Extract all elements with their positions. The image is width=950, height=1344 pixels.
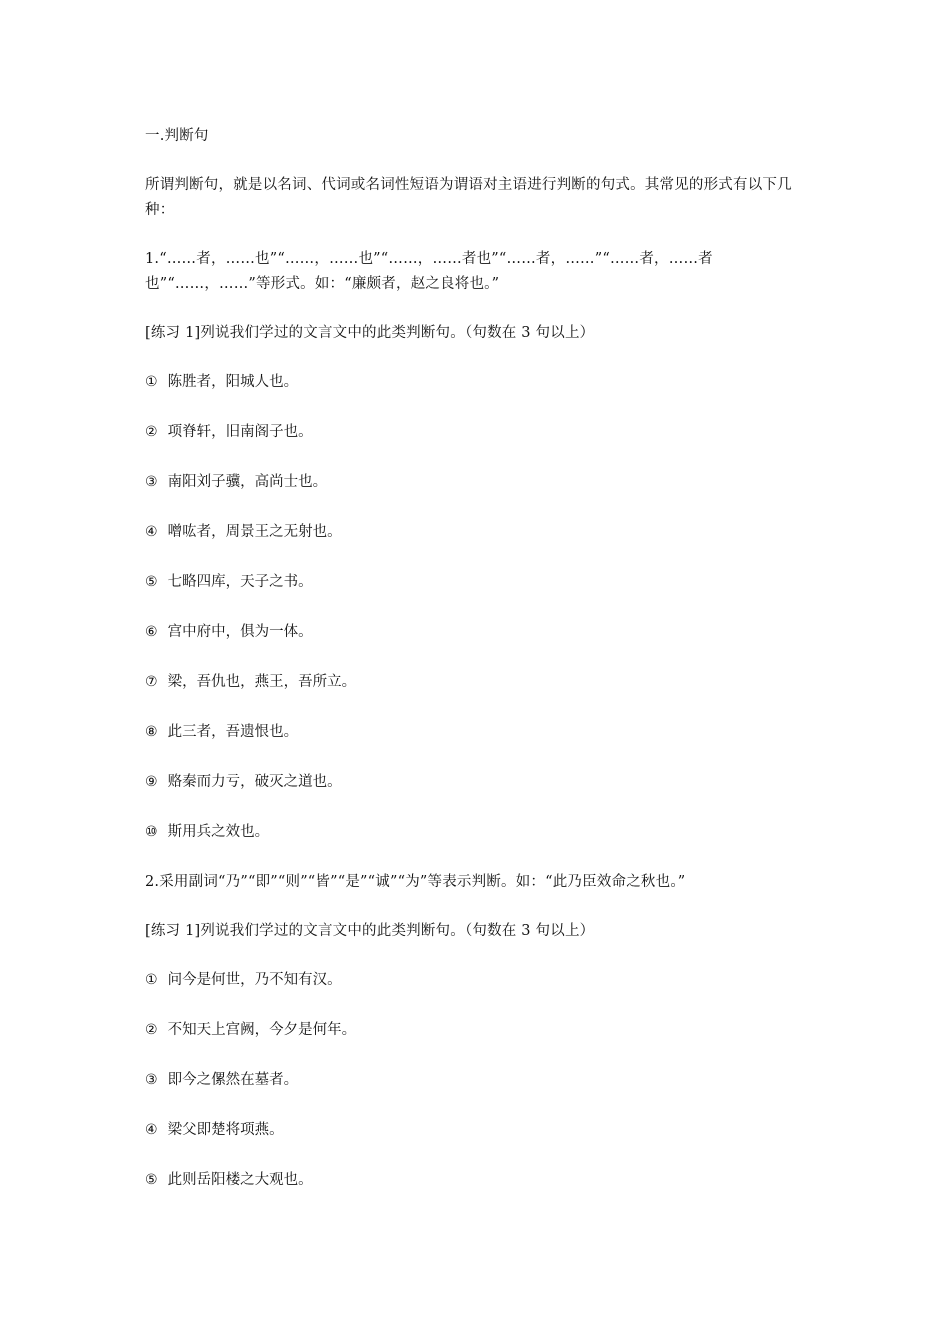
item-number: ①	[145, 374, 158, 390]
item-number: ②	[145, 1022, 158, 1038]
item-number: ④	[145, 1122, 158, 1138]
item-text: 宫中府中，俱为一体。	[167, 624, 313, 640]
list-item	[145, 420, 809, 445]
item-text: 梁父即楚将项燕。	[167, 1122, 284, 1138]
list-item	[145, 670, 809, 695]
exercise-1-prompt: [练习 1]列说我们学过的文言文中的此类判断句。（句数在 3 句以上）	[145, 325, 595, 341]
list-item	[145, 370, 809, 395]
list-item	[145, 1018, 809, 1043]
item-number: ⑥	[145, 624, 158, 640]
list-item	[145, 470, 809, 495]
list-item	[145, 820, 809, 845]
document-body	[145, 124, 809, 1218]
item-text: 问今是何世，乃不知有汉。	[167, 972, 342, 988]
item-text: 梁，吾仇也，燕王，吾所立。	[167, 674, 357, 690]
item-number: ⑧	[145, 724, 158, 740]
section-heading: 一.判断句	[145, 128, 209, 144]
intro-paragraph: 所谓判断句，就是以名词、代词或名词性短语为谓语对主语进行判断的句式。其常见的形式有以下几种：	[145, 177, 792, 218]
exercise-2-prompt: [练习 1]列说我们学过的文言文中的此类判断句。（句数在 3 句以上）	[145, 923, 595, 939]
item-number: ⑦	[145, 674, 158, 690]
item-number: ②	[145, 424, 158, 440]
list-item	[145, 620, 809, 645]
item-text: 七略四库，天子之书。	[167, 574, 313, 590]
item-text: 此三者，吾遗恨也。	[167, 724, 299, 740]
item-number: ⑨	[145, 774, 158, 790]
item-text: 不知天上宫阙，今夕是何年。	[167, 1022, 357, 1038]
item-text: 斯用兵之效也。	[167, 824, 270, 840]
item-text: 陈胜者，阳城人也。	[167, 374, 299, 390]
item-number: ⑩	[145, 824, 158, 840]
exercise-2-list	[145, 968, 809, 1193]
list-item	[145, 1168, 809, 1193]
item-text: 南阳刘子骥，高尚士也。	[167, 474, 328, 490]
item-text: 项脊轩，旧南阁子也。	[167, 424, 313, 440]
list-item	[145, 570, 809, 595]
item-number: ⑤	[145, 574, 158, 590]
list-item	[145, 520, 809, 545]
item-text: 此则岳阳楼之大观也。	[167, 1172, 313, 1188]
item-number: ③	[145, 1072, 158, 1088]
item-text: 即今之傫然在墓者。	[167, 1072, 299, 1088]
rule-1-paragraph: 1.“……者，……也”“……，……也”“……，……者也”“……者，……”“……者，……者也”“……，……”等形式。如：“廉颇者，赵之良将也。”	[145, 251, 713, 292]
list-item	[145, 968, 809, 993]
list-item	[145, 1118, 809, 1143]
item-number: ④	[145, 524, 158, 540]
rule-2-paragraph: 2.采用副词“乃”“即”“则”“皆”“是”“诚”“为”等表示判断。如：“此乃臣效命之秋也。”	[145, 874, 686, 890]
list-item	[145, 720, 809, 745]
item-text: 赂秦而力亏，破灭之道也。	[167, 774, 342, 790]
list-item	[145, 770, 809, 795]
exercise-1-list	[145, 370, 809, 845]
list-item	[145, 1068, 809, 1093]
item-text: 噌吰者，周景王之无射也。	[167, 524, 342, 540]
item-number: ①	[145, 972, 158, 988]
item-number: ③	[145, 474, 158, 490]
item-number: ⑤	[145, 1172, 158, 1188]
